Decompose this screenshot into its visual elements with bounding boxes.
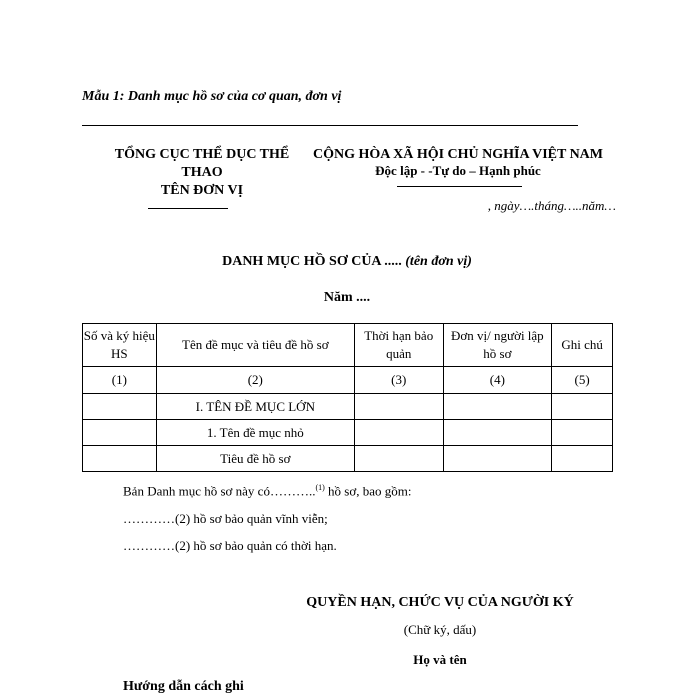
table-cell <box>552 446 613 472</box>
header-cell-retention: Thời hạn bảo quản <box>354 324 443 367</box>
table-cell: I. TÊN ĐỀ MỤC LỚN <box>156 394 354 420</box>
header-cell-creator: Đơn vị/ người lập hồ sơ <box>443 324 552 367</box>
table-header-row <box>83 324 613 367</box>
motto-underline <box>397 186 522 187</box>
catalog-table <box>82 323 613 472</box>
org-name-line2: THAO <box>181 165 223 180</box>
document-year: Năm .... <box>323 290 371 305</box>
national-motto: Độc lập - -Tự do – Hạnh phúc <box>375 163 541 178</box>
table-cell <box>552 420 613 446</box>
unit-name: TÊN ĐƠN VỊ <box>160 183 244 198</box>
table-cell <box>83 394 157 420</box>
table-cell <box>354 394 443 420</box>
number-cell: (4) <box>443 367 552 394</box>
table-row <box>83 446 613 472</box>
org-underline <box>148 208 228 209</box>
footnote-marker: (1) <box>315 483 325 492</box>
organization-header <box>82 146 322 200</box>
number-cell: (3) <box>354 367 443 394</box>
summary-limited: …………(2) hồ sơ bảo quản có thời hạn. <box>123 538 337 553</box>
header-cell-title: Tên đề mục và tiêu đề hồ sơ <box>156 324 354 367</box>
table-cell <box>83 446 157 472</box>
table-cell <box>443 420 552 446</box>
table-cell: 1. Tên đề mục nhỏ <box>156 420 354 446</box>
table-cell <box>354 446 443 472</box>
guide-heading: Hướng dẫn cách ghi <box>123 679 244 694</box>
table-cell: Tiêu đề hồ sơ <box>156 446 354 472</box>
document-title <box>82 254 612 270</box>
table-row <box>83 394 613 420</box>
nation-name: CỘNG HÒA XÃ HỘI CHỦ NGHĨA VIỆT NAM <box>312 147 603 162</box>
date-line: , ngày….tháng…..năm… <box>487 198 616 213</box>
signer-name: Họ và tên <box>413 652 467 667</box>
table-number-row <box>83 367 613 394</box>
table-cell <box>83 420 157 446</box>
summary-total-text: Bản Danh mục hồ sơ này có……….. <box>123 483 316 499</box>
number-cell: (5) <box>552 367 613 394</box>
signature-note: (Chữ ký, dấu) <box>403 622 477 637</box>
table-cell <box>552 394 613 420</box>
document-title-note: (tên đơn vị) <box>405 254 472 269</box>
form-title: Mẫu 1: Danh mục hồ sơ của cơ quan, đơn vị <box>82 89 342 104</box>
table-cell <box>443 394 552 420</box>
summary-total-tail: hồ sơ, bao gồm: <box>324 483 412 499</box>
table-cell <box>443 446 552 472</box>
header-cell-code: Số và ký hiệu HS <box>83 324 157 367</box>
table-row <box>83 420 613 446</box>
org-name-line1: TỔNG CỤC THỂ DỤC THỂ <box>114 147 290 162</box>
document-title-text: DANH MỤC HỒ SƠ CỦA ..... <box>222 254 406 269</box>
summary-total <box>123 483 411 499</box>
number-cell: (1) <box>83 367 157 394</box>
top-divider <box>82 125 578 126</box>
signer-position: QUYỀN HẠN, CHỨC VỤ CỦA NGƯỜI KÝ <box>306 595 574 610</box>
table-cell <box>354 420 443 446</box>
summary-permanent: …………(2) hồ sơ bảo quản vĩnh viễn; <box>123 511 328 526</box>
header-cell-note: Ghi chú <box>552 324 613 367</box>
number-cell: (2) <box>156 367 354 394</box>
